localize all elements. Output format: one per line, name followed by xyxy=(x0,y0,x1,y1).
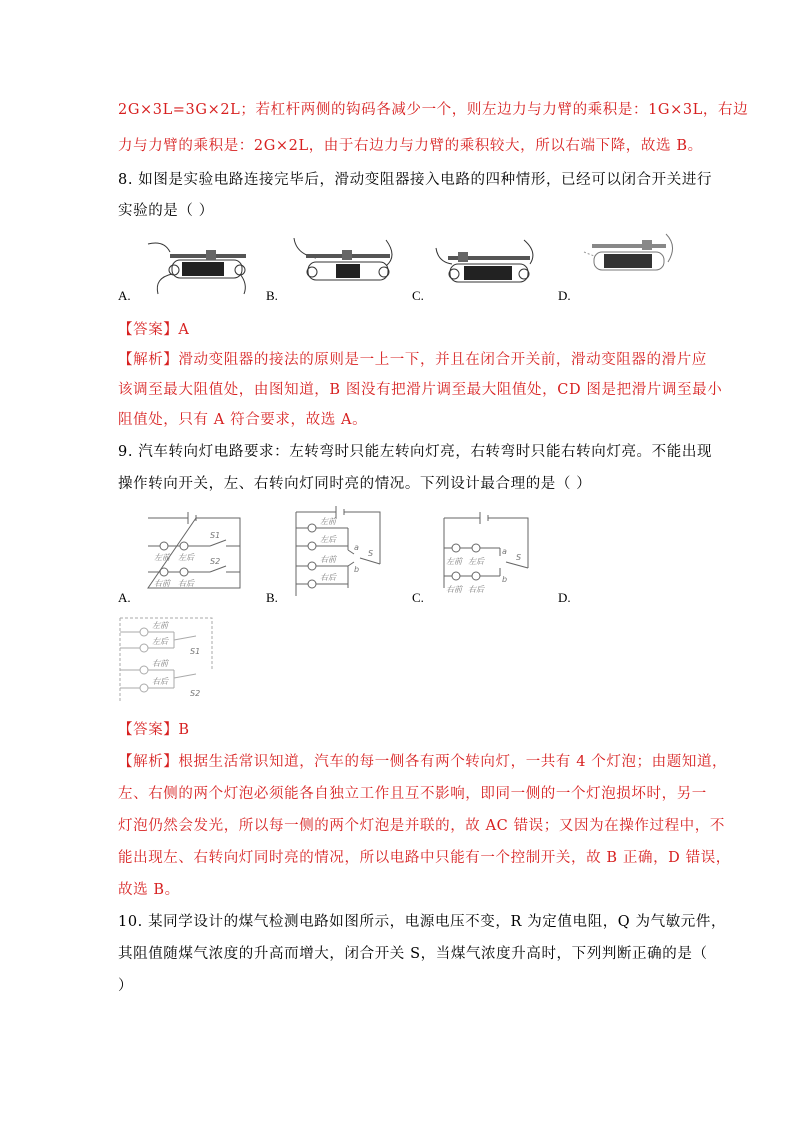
analysis-9-line-2: 左、右侧的两个灯泡必须能各自独立工作且互不影响，即同一侧的一个灯泡损坏时，另一 xyxy=(118,786,707,802)
option-9c-label: C. xyxy=(412,590,424,605)
analysis-8-line-2: 该调至最大阻值处，由图知道，B 图没有把滑片调至最大阻值处，CD 图是把滑片调至最小 xyxy=(118,382,723,398)
rheostat-figure-d xyxy=(582,232,682,290)
question-8-text-line-1: 8. 如图是实验电路连接完毕后，滑动变阻器接入电路的四种情形，已经可以闭合开关进行 xyxy=(118,172,713,188)
label-b-b: b xyxy=(354,565,360,574)
label-s-c: S xyxy=(516,553,522,562)
label-right-rear-a: 右后 xyxy=(178,579,194,588)
question-10-text-line-2: 其阻值随煤气浓度的升高而增大，闭合开关 S，当煤气浓度升高时，下列判断正确的是（ xyxy=(118,946,708,962)
analysis-9-line-4: 能出现左、右转向灯同时亮的情况，所以电路中只能有一个控制开关，故 B 正确，D 错误， xyxy=(118,850,731,866)
option-9d-label: D. xyxy=(558,590,571,605)
option-8d-label: D. xyxy=(558,288,571,303)
analysis-9-line-5: 故选 B。 xyxy=(118,882,180,898)
label-b-c: b xyxy=(502,575,508,584)
label-a-b: a xyxy=(354,543,359,552)
circuit-figure-d xyxy=(116,610,226,710)
label-s-b: S xyxy=(368,549,374,558)
circuit-figure-b xyxy=(288,504,388,604)
label-right-front-a: 右前 xyxy=(154,579,170,588)
label-a-c: a xyxy=(502,547,507,556)
label-right-rear-b: 右后 xyxy=(320,573,336,582)
label-left-front-c: 左前 xyxy=(446,557,462,566)
rheostat-figure-a xyxy=(144,238,254,296)
label-left-rear-b: 左后 xyxy=(320,535,336,544)
question-9-text-line-1: 9. 汽车转向灯电路要求：左转弯时只能左转向灯亮，右转弯时只能右转向灯亮。不能出现 xyxy=(118,444,713,460)
question-10-text-line-3: ） xyxy=(118,978,134,994)
answer-7-text-line-1: 2G×3L=3G×2L；若杠杆两侧的钩码各减少一个，则左边力与力臂的乘积是：1G×3L，右边 xyxy=(118,102,749,118)
answer-8-label: 【答案】A xyxy=(118,322,190,338)
question-8-text-line-2: 实验的是（ ） xyxy=(118,203,214,219)
label-s1-d: S1 xyxy=(190,647,201,656)
label-left-rear-d: 左后 xyxy=(152,637,168,646)
label-s2-d: S2 xyxy=(190,689,201,698)
label-right-front-c: 右前 xyxy=(446,585,462,594)
label-left-front-b: 左前 xyxy=(320,517,336,526)
label-right-rear-d: 右后 xyxy=(152,677,168,686)
label-right-front-b: 右前 xyxy=(320,555,336,564)
option-8b-label: B. xyxy=(266,288,278,303)
question-10-text-line-1: 10. 某同学设计的煤气检测电路如图所示，电源电压不变，R 为定值电阻，Q 为气敏元件， xyxy=(118,914,727,930)
option-9b-label: B. xyxy=(266,590,278,605)
option-8c-label: C. xyxy=(412,288,424,303)
label-left-front-d: 左前 xyxy=(152,621,168,630)
analysis-9-line-3: 灯泡仍然会发光，所以每一侧的两个灯泡是并联的，故 AC 错误；又因为在操作过程中，不 xyxy=(118,818,725,834)
rheostat-figure-b xyxy=(290,236,400,294)
analysis-8-line-3: 阻值处，只有 A 符合要求，故选 A。 xyxy=(118,412,368,428)
label-left-rear-a: 左后 xyxy=(178,553,194,562)
label-left-rear-c: 左后 xyxy=(468,557,484,566)
question-9-text-line-2: 操作转向开关，左、右转向灯同时亮的情况。下列设计最合理的是（ ） xyxy=(118,476,592,492)
answer-9-label: 【答案】B xyxy=(118,722,190,738)
label-right-front-d: 右前 xyxy=(152,659,168,668)
analysis-8-line-1: 【解析】滑动变阻器的接法的原则是一上一下，并且在闭合开关前，滑动变阻器的滑片应 xyxy=(118,352,707,368)
circuit-figure-c xyxy=(436,508,536,602)
rheostat-figure-c xyxy=(434,238,544,296)
label-right-rear-c: 右后 xyxy=(468,585,484,594)
label-s2-a: S2 xyxy=(210,557,221,566)
label-s1-a: S1 xyxy=(210,531,221,540)
answer-7-text-line-2: 力与力臂的乘积是：2G×2L，由于右边力与力臂的乘积较大，所以右端下降，故选 B。 xyxy=(118,138,703,154)
label-left-front-a: 左前 xyxy=(154,553,170,562)
option-9a-label: A. xyxy=(118,590,131,605)
option-8a-label: A. xyxy=(118,288,131,303)
analysis-9-line-1: 【解析】根据生活常识知道，汽车的每一侧各有两个转向灯，一共有 4 个灯泡；由题知道， xyxy=(118,754,728,770)
circuit-figure-a xyxy=(140,508,250,602)
